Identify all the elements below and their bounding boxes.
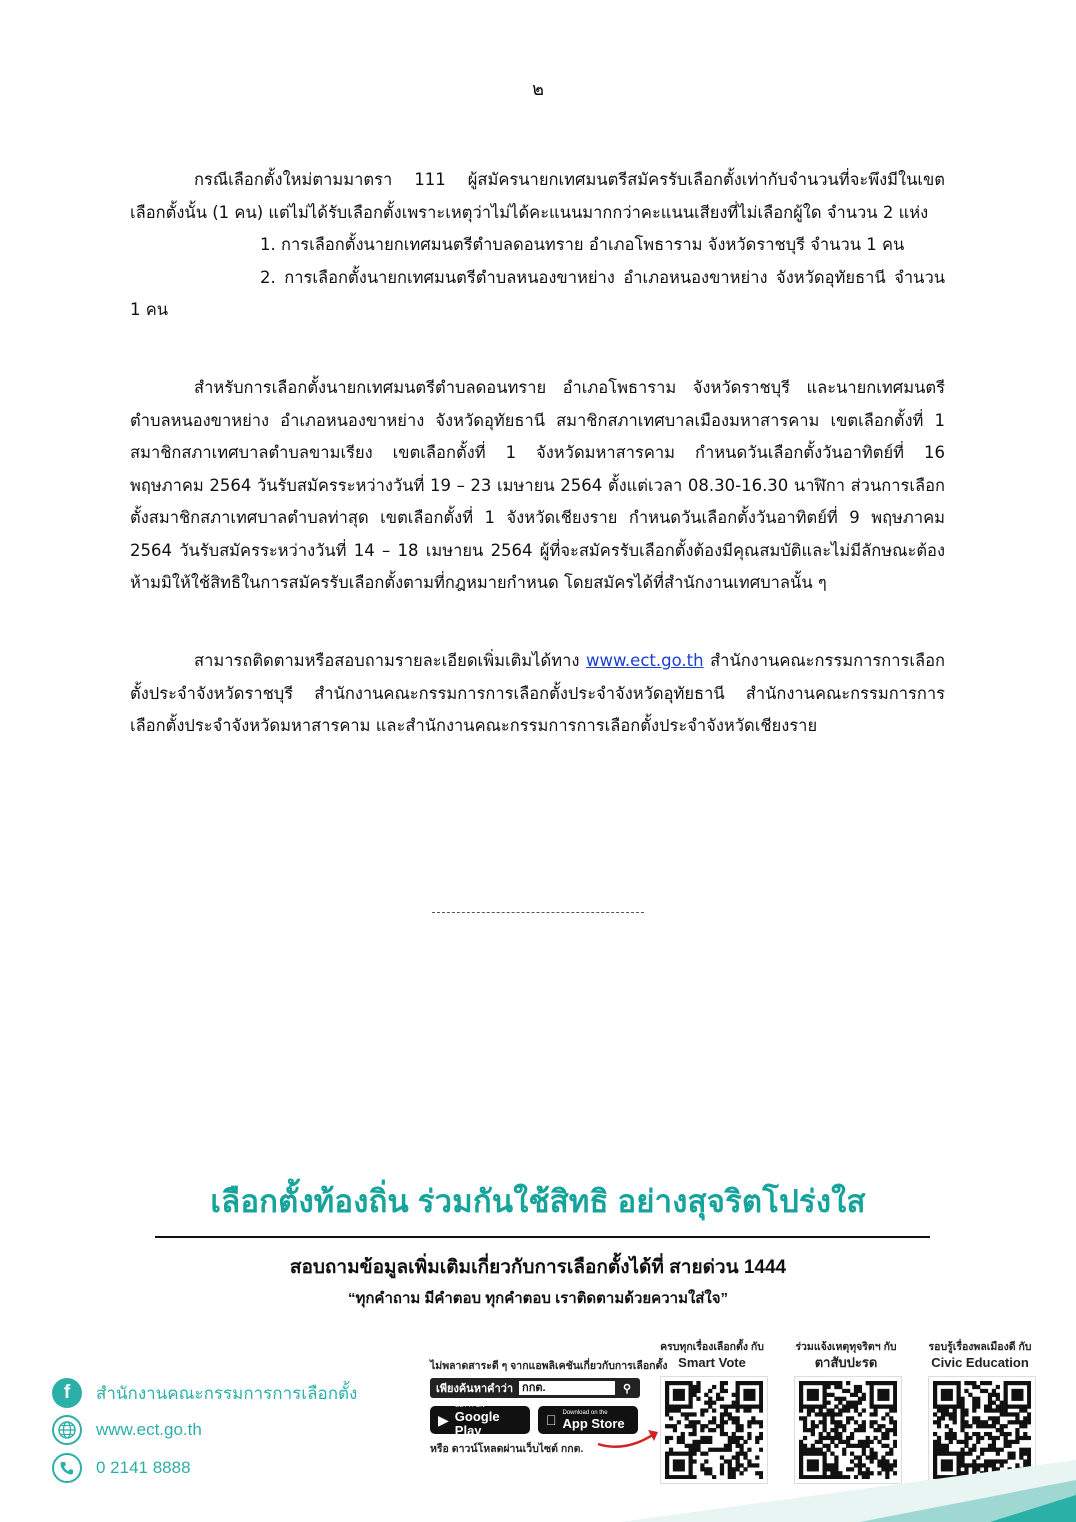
- paragraph-1: กรณีเลือกตั้งใหม่ตามมาตรา 111 ผู้สมัครนายกเทศมนตรีสมัครรับเลือกตั้งเท่ากับจำนวนที่จะพึงมีในเขตเลือกตั้งนั้น (1 คน) แต่ไม่ได้รับเลือกตั้งเพราะเหตุว่าไม่ได้คะแนนมากกว่าคะแนนเสียงที่ไม่เลือกผู้ใด จำนวน 2 แห่ง: [130, 170, 945, 222]
- qr-caption-civic: [922, 1340, 1038, 1370]
- contact-website[interactable]: [52, 1414, 202, 1446]
- list-item-2: 2. การเลือกตั้งนายกเทศมนตรีตำบลหนองขาหย่าง อำเภอหนองขาหย่าง จังหวัดอุทัยธานี จำนวน 1 คน: [130, 267, 945, 319]
- body-block-2: [130, 372, 945, 600]
- end-divider: [432, 912, 644, 913]
- contact-facebook[interactable]: [52, 1377, 357, 1409]
- google-play-label: Google Play: [454, 1408, 500, 1438]
- footer-slogan: เลือกตั้งท้องถิ่น ร่วมกันใช้สิทธิ อย่างสุจริตโปร่งใส: [210, 1184, 866, 1219]
- list-item-1: 1. การเลือกตั้งนายกเทศมนตรีตำบลดอนทราย อำเภอโพธาราม จังหวัดราชบุรี จำนวน 1 คน: [260, 235, 905, 254]
- body-block-3: [130, 645, 945, 743]
- apple-icon: [546, 1412, 557, 1428]
- hotline-text: สอบถามข้อมูลเพิ่มเติมเกี่ยวกับการเลือกตั้งได้ที่ สายด่วน 1444: [289, 1257, 787, 1278]
- ect-website-link[interactable]: www.ect.go.th: [585, 651, 704, 670]
- search-icon: ⚲: [623, 1382, 632, 1395]
- paragraph-3-text-a: สามารถติดตามหรือสอบถามรายละเอียดเพิ่มเติมได้ทาง: [194, 651, 586, 670]
- play-icon: ▶: [438, 1411, 449, 1428]
- qr-caption-tasubparod: [788, 1340, 904, 1370]
- app-store-label: App Store: [552, 1415, 615, 1431]
- search-label: เพียงค้นหาคำว่า: [436, 1383, 514, 1395]
- facebook-icon: f: [52, 1378, 82, 1408]
- website-label: www.ect.go.th: [96, 1420, 202, 1439]
- qr-caption-smart-vote: [654, 1340, 770, 1370]
- qr-caption-1: ครบทุกเรื่องเลือกตั้ง กับ: [660, 1341, 764, 1353]
- qr-name-1: Smart Vote: [678, 1355, 746, 1370]
- qr-caption-3: รอบรู้เรื่องพลเมืองดี กับ: [928, 1341, 1032, 1353]
- google-play-button[interactable]: [430, 1402, 530, 1438]
- app-store-small: Download on the: [552, 1409, 598, 1416]
- contact-phone[interactable]: [52, 1452, 191, 1484]
- page-number: ๒: [532, 79, 544, 100]
- qr-caption-2: ร่วมแจ้งเหตุทุจริตฯ กับ: [795, 1341, 897, 1353]
- globe-icon: [52, 1415, 82, 1445]
- paragraph-3-text-b: สำนักงานคณะกรรมการการเลือกตั้งประจำจังหวัดราชบุรี สำนักงานคณะกรรมการการเลือกตั้งประจำจังหวัดอุทัยธานี สำนักงานคณะกรรมการการเลือกตั้งประจำจังหวัดมหาสารคาม และสำนักงานคณะกรรมการการเลือกตั้งประจำจังหวัดเชียงราย: [130, 651, 946, 735]
- paragraph-3: [130, 645, 945, 743]
- facebook-label: สำนักงานคณะกรรมการการเลือกตั้ง: [96, 1383, 358, 1403]
- phone-label: 0 2141 8888: [96, 1458, 191, 1477]
- footer-rule: [155, 1236, 930, 1238]
- google-play-small: GET IT ON: [454, 1402, 485, 1409]
- app-caption: ไม่พลาดสาระดี ๆ จากแอพลิเคชันเกี่ยวกับการเลือกตั้ง: [430, 1360, 668, 1372]
- search-term: กกต.: [519, 1381, 615, 1395]
- body-block-1: [130, 164, 945, 327]
- corner-decoration: [560, 1440, 1076, 1522]
- qr-name-2: ตาสับปะรด: [814, 1355, 878, 1370]
- app-search-bar: [430, 1378, 640, 1398]
- phone-icon: [52, 1453, 82, 1483]
- download-note: หรือ ดาวน์โหลดผ่านเว็บไซต์ กกต.: [430, 1443, 584, 1455]
- paragraph-2: สำหรับการเลือกตั้งนายกเทศมนตรีตำบลดอนทราย อำเภอโพธาราม จังหวัดราชบุรี และนายกเทศมนตรีตำบลหนองขาหย่าง อำเภอหนองขาหย่าง จังหวัดอุทัยธานี สมาชิกสภาเทศบาลเมืองมหาสารคาม เขตเลือกตั้งที่ 1 สมาชิกสภาเทศบาลตำบลขามเรียง เขตเลือกตั้งที่ 1 จังหวัดมหาสารคาม กำหนดวันเลือกตั้งวันอาทิตย์ที่ 16 พฤษภาคม 2564 วันรับสมัครระหว่างวันที่ 19 – 23 เมษายน 2564 ตั้งแต่เวลา 08.30-16.30 นาฬิกา ส่วนการเลือกตั้งสมาชิกสภาเทศบาลตำบลท่าสุด เขตเลือกตั้งที่ 1 จังหวัดเชียงราย กำหนดวันเลือกตั้งวันอาทิตย์ที่ 9 พฤษภาคม 2564 วันรับสมัครระหว่างวันที่ 14 – 18 เมษายน 2564 ผู้ที่จะสมัครรับเลือกตั้งต้องมีคุณสมบัติและไม่มีลักษณะต้องห้ามมิให้ใช้สิทธิในการสมัครรับเลือกตั้งตามที่กฎหมายกำหนด โดยสมัครได้ที่สำนักงานเทศบาลนั้น ๆ: [130, 378, 945, 592]
- tagline-text: “ทุกคำถาม มีคำตอบ ทุกคำตอบ เราติดตามด้วยความใส่ใจ”: [347, 1290, 729, 1307]
- qr-name-3: Civic Education: [931, 1355, 1029, 1370]
